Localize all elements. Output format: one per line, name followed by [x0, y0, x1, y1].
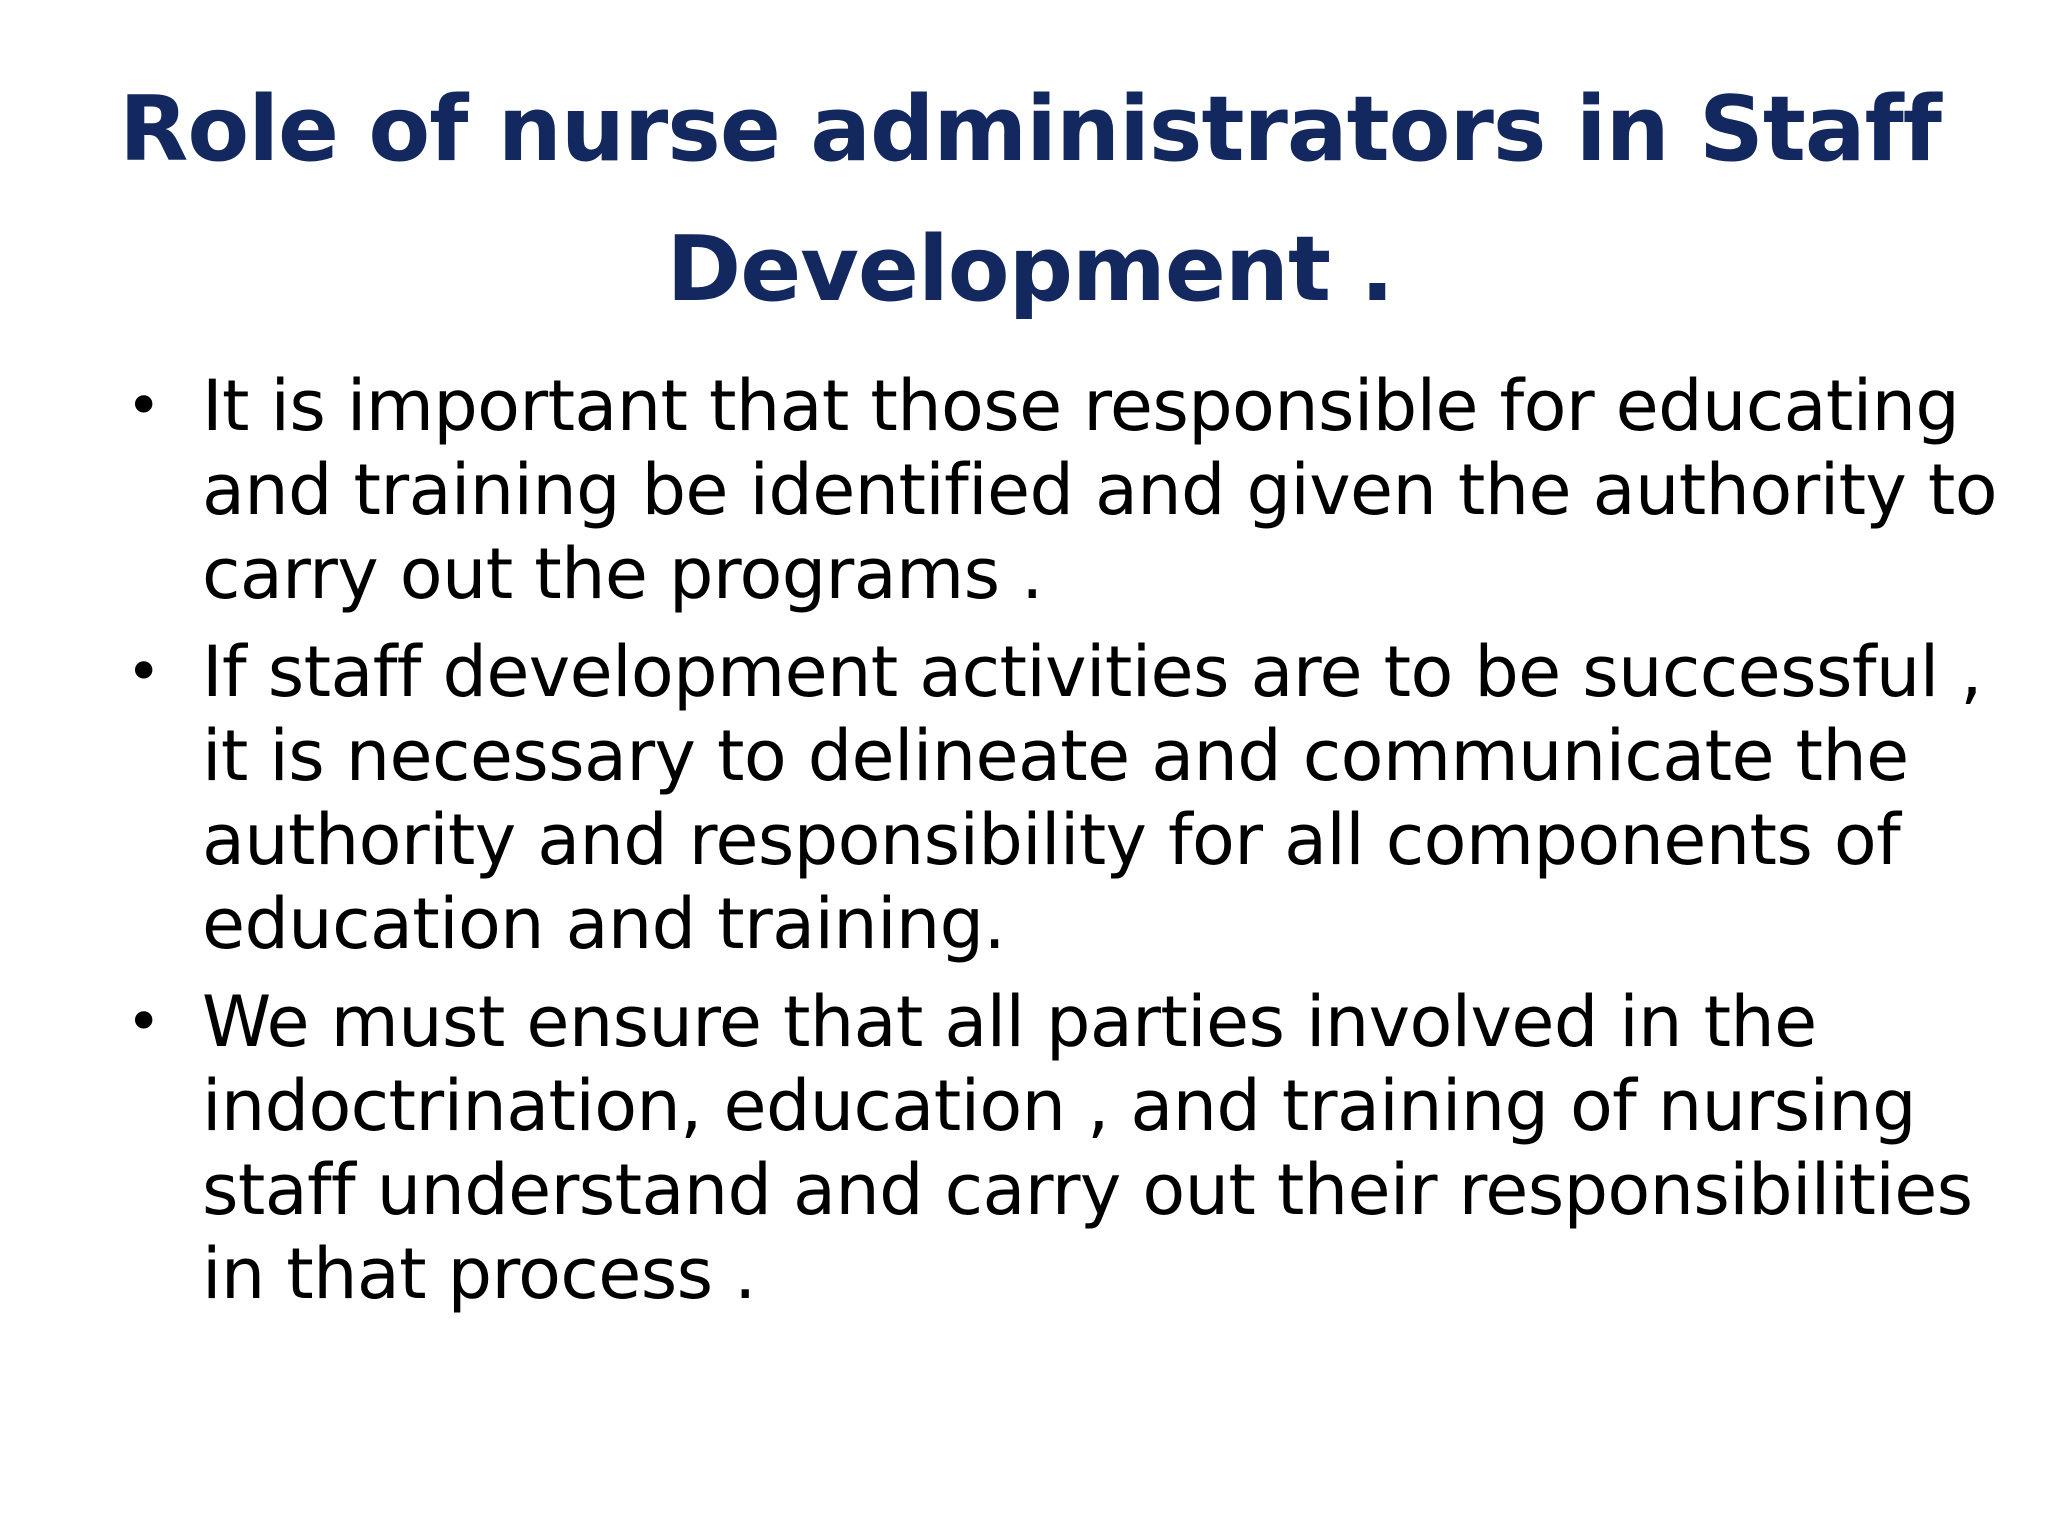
bullet-list	[118, 364, 1998, 1330]
bullet-icon: •	[126, 371, 161, 441]
bullet-item	[118, 980, 1998, 1316]
bullet-text: It is important that those responsible for educating and training be identified and given the authority to carry out the programs .	[202, 365, 1997, 615]
slide-title: Role of nurse administrators in Staff Development .	[119, 77, 1941, 322]
bullet-item	[118, 364, 1998, 616]
bullet-text: If staff development activities are to be successful , it is necessary to delineate and communicate the authority and responsibility for all components of education and training.	[202, 631, 1982, 965]
bullet-text: We must ensure that all parties involved in the indoctrination, education , and training of nursing staff understand and carry out their responsibilities in that process .	[202, 981, 1973, 1315]
bullet-icon: •	[126, 987, 161, 1057]
bullet-icon: •	[126, 637, 161, 707]
bullet-item	[118, 630, 1998, 966]
